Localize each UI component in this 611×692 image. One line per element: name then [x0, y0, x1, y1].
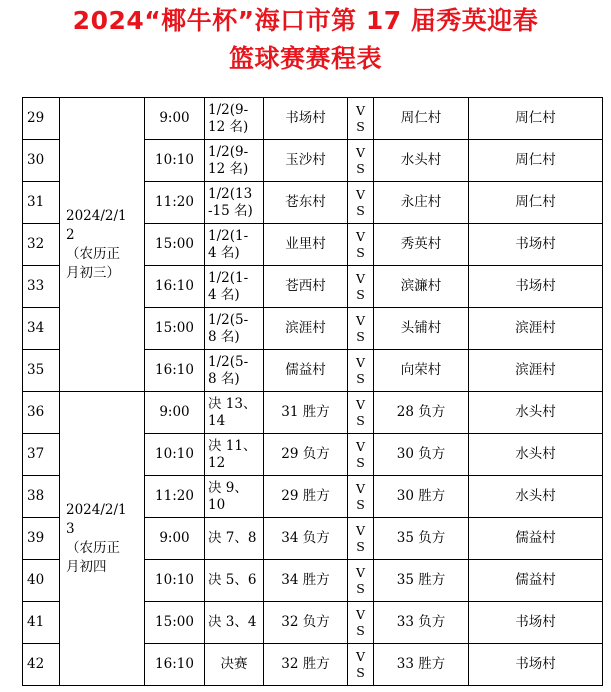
team-away: 35 负方 — [374, 518, 469, 560]
stage-text: 12 名) — [208, 160, 249, 177]
team-home: 儒益村 — [264, 350, 348, 392]
game-stage — [205, 560, 264, 602]
versus-cell — [348, 392, 374, 434]
game-number: 38 — [23, 476, 60, 518]
stage-text: 1/2(9- — [208, 143, 249, 160]
stage-text: 4 名) — [208, 286, 240, 303]
game-number: 36 — [23, 392, 60, 434]
stage-text: -15 名) — [208, 202, 253, 219]
team-away: 28 负方 — [374, 392, 469, 434]
versus-text: V — [355, 522, 366, 538]
date-cell — [60, 98, 145, 392]
stage-text: 4 名) — [208, 244, 240, 261]
versus-cell — [348, 434, 374, 476]
versus-cell — [348, 644, 374, 686]
game-stage — [205, 140, 264, 182]
referee-team: 周仁村 — [469, 140, 603, 182]
date-text: （农历正 — [66, 539, 120, 556]
referee-team: 书场村 — [469, 602, 603, 644]
versus-cell — [348, 98, 374, 140]
team-home: 书场村 — [264, 98, 348, 140]
versus-text: S — [356, 202, 365, 218]
referee-team: 书场村 — [469, 266, 603, 308]
versus-text: S — [356, 580, 365, 596]
stage-text: 1/2(5- — [208, 353, 249, 370]
stage-text: 14 — [208, 412, 226, 429]
versus-text: V — [355, 648, 366, 664]
game-stage — [205, 434, 264, 476]
versus-text: V — [355, 354, 366, 370]
team-home: 苍西村 — [264, 266, 348, 308]
game-number: 41 — [23, 602, 60, 644]
page-subtitle: 篮球赛赛程表 — [228, 44, 382, 73]
referee-team: 书场村 — [469, 644, 603, 686]
referee-team: 周仁村 — [469, 182, 603, 224]
versus-text: V — [355, 144, 366, 160]
team-away: 秀英村 — [374, 224, 469, 266]
date-text: 2024/2/1 — [66, 501, 127, 518]
game-stage — [205, 350, 264, 392]
team-home: 34 胜方 — [264, 560, 348, 602]
game-stage — [205, 476, 264, 518]
stage-text: 1/2(5- — [208, 311, 249, 328]
schedule-table-body — [23, 98, 603, 686]
versus-text: V — [355, 564, 366, 580]
team-home: 32 胜方 — [264, 644, 348, 686]
versus-text: S — [356, 244, 365, 260]
versus-text: S — [356, 328, 365, 344]
team-home: 苍东村 — [264, 182, 348, 224]
stage-text: 决 13、 — [208, 395, 257, 412]
versus-text: V — [355, 438, 366, 454]
game-time: 9:00 — [145, 518, 205, 560]
date-text: 2 — [66, 226, 75, 243]
game-time: 10:10 — [145, 434, 205, 476]
versus-text: S — [356, 664, 365, 680]
game-time: 9:00 — [145, 98, 205, 140]
versus-cell — [348, 476, 374, 518]
stage-text: 决 3、4 — [208, 614, 257, 630]
versus-cell — [348, 224, 374, 266]
game-time: 11:20 — [145, 476, 205, 518]
referee-team: 儒益村 — [469, 518, 603, 560]
stage-text: 8 名) — [208, 328, 240, 345]
versus-text: S — [356, 454, 365, 470]
stage-text: 1/2(1- — [208, 227, 249, 244]
date-text: （农历正 — [66, 245, 120, 262]
stage-text: 决 5、6 — [208, 572, 257, 588]
referee-team: 滨涯村 — [469, 350, 603, 392]
team-home: 34 负方 — [264, 518, 348, 560]
team-away: 30 负方 — [374, 434, 469, 476]
date-text: 3 — [66, 520, 75, 537]
team-away: 33 负方 — [374, 602, 469, 644]
game-stage — [205, 224, 264, 266]
team-away: 周仁村 — [374, 98, 469, 140]
versus-text: V — [355, 228, 366, 244]
game-time: 15:00 — [145, 602, 205, 644]
page-title: 2024“椰牛杯”海口市第 17 届秀英迎春 — [72, 6, 539, 35]
versus-text: V — [355, 606, 366, 622]
versus-text: V — [355, 312, 366, 328]
game-time: 15:00 — [145, 308, 205, 350]
stage-text: 决 11、 — [208, 437, 257, 454]
team-away: 头铺村 — [374, 308, 469, 350]
versus-cell — [348, 182, 374, 224]
game-stage — [205, 182, 264, 224]
versus-text: S — [356, 118, 365, 134]
game-number: 40 — [23, 560, 60, 602]
game-stage — [205, 308, 264, 350]
game-number: 29 — [23, 98, 60, 140]
game-time: 11:20 — [145, 182, 205, 224]
versus-text: V — [355, 480, 366, 496]
game-stage — [205, 98, 264, 140]
versus-text: V — [355, 270, 366, 286]
game-time: 9:00 — [145, 392, 205, 434]
game-number: 37 — [23, 434, 60, 476]
date-text: 月初四 — [66, 558, 107, 575]
game-number: 30 — [23, 140, 60, 182]
stage-text: 1/2(9- — [208, 101, 249, 118]
game-number: 31 — [23, 182, 60, 224]
versus-text: S — [356, 538, 365, 554]
date-cell — [60, 392, 145, 686]
versus-cell — [348, 602, 374, 644]
versus-cell — [348, 350, 374, 392]
team-home: 玉沙村 — [264, 140, 348, 182]
schedule-table — [22, 97, 603, 686]
game-number: 34 — [23, 308, 60, 350]
game-time: 16:10 — [145, 350, 205, 392]
stage-text: 8 名) — [208, 370, 240, 387]
referee-team: 儒益村 — [469, 560, 603, 602]
versus-text: S — [356, 496, 365, 512]
team-away: 水头村 — [374, 140, 469, 182]
team-home: 业里村 — [264, 224, 348, 266]
versus-text: S — [356, 370, 365, 386]
game-time: 10:10 — [145, 140, 205, 182]
game-stage — [205, 266, 264, 308]
game-time: 10:10 — [145, 560, 205, 602]
referee-team: 水头村 — [469, 392, 603, 434]
game-time: 15:00 — [145, 224, 205, 266]
table-row — [23, 98, 603, 140]
team-away: 33 胜方 — [374, 644, 469, 686]
versus-cell — [348, 140, 374, 182]
stage-text: 1/2(1- — [208, 269, 249, 286]
versus-text: S — [356, 160, 365, 176]
versus-text: V — [355, 396, 366, 412]
team-away: 向荣村 — [374, 350, 469, 392]
game-stage — [205, 518, 264, 560]
versus-text: S — [356, 412, 365, 428]
game-number: 39 — [23, 518, 60, 560]
game-number: 32 — [23, 224, 60, 266]
versus-cell — [348, 560, 374, 602]
team-away: 滨濂村 — [374, 266, 469, 308]
game-stage — [205, 644, 264, 686]
game-number: 33 — [23, 266, 60, 308]
referee-team: 水头村 — [469, 434, 603, 476]
team-away: 30 胜方 — [374, 476, 469, 518]
referee-team: 滨涯村 — [469, 308, 603, 350]
team-home: 29 负方 — [264, 434, 348, 476]
versus-text: S — [356, 286, 365, 302]
game-stage — [205, 392, 264, 434]
referee-team: 书场村 — [469, 224, 603, 266]
team-home: 29 胜方 — [264, 476, 348, 518]
game-number: 42 — [23, 644, 60, 686]
team-home: 滨涯村 — [264, 308, 348, 350]
versus-text: V — [355, 186, 366, 202]
stage-text: 决赛 — [220, 656, 248, 672]
game-number: 35 — [23, 350, 60, 392]
versus-cell — [348, 266, 374, 308]
stage-text: 12 名) — [208, 118, 249, 135]
versus-text: S — [356, 622, 365, 638]
team-home: 32 负方 — [264, 602, 348, 644]
team-home: 31 胜方 — [264, 392, 348, 434]
versus-text: V — [355, 102, 366, 118]
referee-team: 周仁村 — [469, 98, 603, 140]
stage-text: 决 7、8 — [208, 530, 257, 546]
versus-cell — [348, 308, 374, 350]
game-time: 16:10 — [145, 266, 205, 308]
team-away: 35 胜方 — [374, 560, 469, 602]
team-away: 永庄村 — [374, 182, 469, 224]
game-stage — [205, 602, 264, 644]
date-text: 月初三） — [66, 264, 120, 281]
table-row — [23, 392, 603, 434]
stage-text: 10 — [208, 496, 226, 513]
stage-text: 12 — [208, 454, 226, 471]
versus-cell — [348, 518, 374, 560]
stage-text: 决 9、 — [208, 479, 248, 496]
referee-team: 水头村 — [469, 476, 603, 518]
stage-text: 1/2(13 — [208, 185, 253, 202]
date-text: 2024/2/1 — [66, 207, 127, 224]
game-time: 16:10 — [145, 644, 205, 686]
